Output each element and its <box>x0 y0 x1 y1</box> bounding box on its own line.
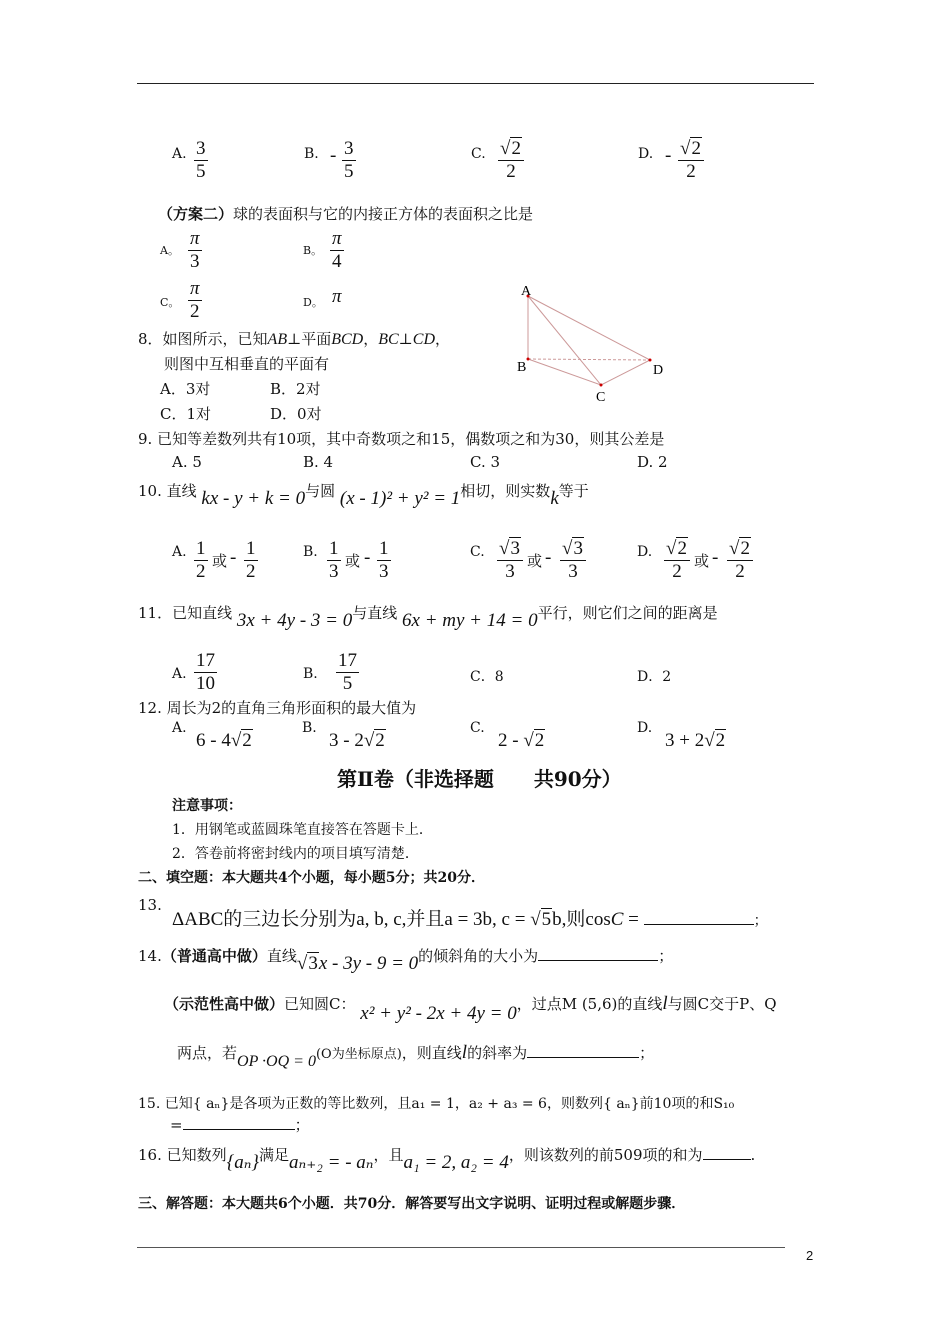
q8-line1: 8．如图所示，已知AB⊥平面BCD，BC⊥CD， <box>138 330 451 348</box>
notice-2: 2．答卷前将密封线内的项目填写清楚． <box>172 846 419 862</box>
notice-heading: 注意事项： <box>172 798 242 814</box>
q9-d: D. 2 <box>637 453 668 471</box>
q8-d: D．0对 <box>270 405 322 423</box>
q7-b-label: B. <box>304 146 319 162</box>
q14b-stem: （示范性高中做）已知圆C： x² + y² - 2x + 4y = 0，过点M (5,6)的直线l与圆C交于P、Q <box>164 993 777 1024</box>
q7-a-label: A. <box>172 146 187 162</box>
q8-line2: 则图中互相垂直的平面有 <box>164 355 330 373</box>
q14b-stem2: 两点，若OP ·OQ = 0(O为坐标原点)，则直线l的斜率为 ； <box>177 1042 655 1070</box>
q7-d-minus: - <box>665 145 672 166</box>
q15-text: 15. 已知{ aₙ}是各项为正数的等比数列，且a₁ = 1，a₂ + a₃ = 6，则数列{ aₙ}前10项的和S₁₀ <box>138 1096 735 1112</box>
pyramid-figure <box>510 280 680 405</box>
q15-answer: = ； <box>170 1116 310 1134</box>
q8-b: B．2对 <box>270 380 321 398</box>
q7-d-label: D. <box>638 146 654 162</box>
q13-num: 13. <box>138 896 162 914</box>
q7-a-frac: $\frac{3}{5}$ <box>196 138 206 182</box>
label-C: C <box>596 390 606 405</box>
q13-stem: ΔABC的三边长分别为a, b, c,并且a = 3b, c = √5b,则cosC = ； <box>172 909 768 930</box>
q14-stem: 14.（普通高中做）直线√3x - 3y - 9 = 0的倾斜角的大小为 ； <box>138 947 674 974</box>
q7-c-label: C. <box>471 146 486 162</box>
part2-title: 第Ⅱ卷（非选择题 共90分） <box>337 767 622 791</box>
q9-c: C. 3 <box>470 453 501 471</box>
q7-c-frac: $\frac{√2}{2}$ <box>498 138 524 183</box>
header-rule <box>137 83 814 84</box>
page-number: 2 <box>806 1248 814 1263</box>
label-A: A <box>521 284 532 299</box>
notice-1: 1．用钢笔或蓝圆珠笔直接答在答题卡上． <box>172 822 433 838</box>
section2-title: 二、填空题：本大题共4个小题，每小题5分；共20分． <box>138 870 485 886</box>
q11-stem: 11．已知直线 3x + 4y - 3 = 0与直线 6x + my + 14 = 0平行，则它们之间的距离是 <box>138 604 718 631</box>
label-B: B <box>517 360 527 375</box>
q7-d-frac: $\frac{√2}{2}$ <box>678 138 704 183</box>
q7-b-minus: - <box>330 145 337 166</box>
q16-stem: 16. 已知数列{aₙ}满足aₙ₊₂ = - aₙ，且a₁ = 2, a₂ = 4，则该数列的前509项的和为 . <box>138 1146 756 1173</box>
plan2-question: （方案二）球的表面积与它的内接正方体的表面积之比是 <box>158 205 534 223</box>
q9-b: B. 4 <box>303 453 334 471</box>
q10-stem: 10. 直线 kx - y + k = 0与圆 (x - 1)² + y² = 1相切，则实数k等于 <box>138 482 589 509</box>
q8-a: A．3对 <box>160 380 211 398</box>
label-D: D <box>653 363 664 378</box>
q7-b-frac: $\frac{3}{5}$ <box>344 138 354 182</box>
section3-title: 三、解答题：本大题共6个小题．共70分．解答要写出文字说明、证明过程或解题步骤． <box>138 1196 686 1212</box>
q12-text: 12. 周长为2的直角三角形面积的最大值为 <box>138 699 417 717</box>
q9-text: 9. 已知等差数列共有10项，其中奇数项之和15，偶数项之和为30，则其公差是 <box>138 430 665 448</box>
q9-a: A. 5 <box>172 453 202 471</box>
q8-c: C．1对 <box>160 405 212 423</box>
footer-rule <box>137 1247 785 1248</box>
